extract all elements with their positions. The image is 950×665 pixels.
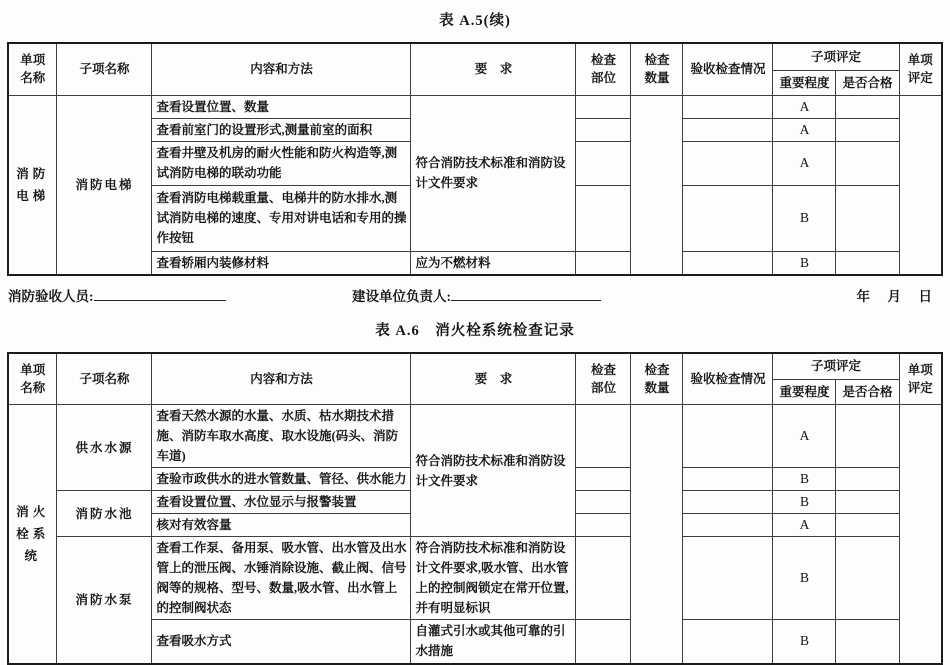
- header-row-1: [8, 43, 942, 70]
- cell-check-part: [576, 118, 631, 141]
- header-check-qty: 检查 数量: [631, 353, 683, 405]
- cell-inspection-result: [683, 468, 773, 491]
- cell-check-part: [576, 514, 631, 537]
- cell-check-part: [576, 620, 631, 664]
- cell-check-part: [576, 491, 631, 514]
- cell-method: 查看设置位置、数量: [152, 95, 411, 118]
- header-unit-eval: 单项 评定: [899, 353, 942, 405]
- cell-method: 查看设置位置、水位显示与报警装置: [152, 491, 411, 514]
- header-qualified: 是否合格: [836, 380, 899, 405]
- cell-importance: A: [773, 95, 836, 118]
- cell-importance: B: [773, 491, 836, 514]
- signature-row: [0, 285, 950, 305]
- cell-method: 查看吸水方式: [152, 620, 411, 664]
- cell-unit-eval: [899, 95, 942, 275]
- cell-importance: A: [773, 514, 836, 537]
- cell-inspection-result: [683, 514, 773, 537]
- cell-qualified: [836, 468, 899, 491]
- cell-check-part: [576, 251, 631, 275]
- inspector-signature-line: [94, 288, 226, 301]
- cell-check-part: [576, 405, 631, 468]
- header-importance: 重要程度: [773, 70, 836, 95]
- table-a5: [7, 42, 943, 276]
- table-a6-title: 表 A.6 消火栓系统检查记录: [375, 322, 575, 339]
- header-unit-name: 单项 名称: [8, 43, 57, 95]
- inspector-signature-label: 消防验收人员:: [8, 288, 94, 304]
- cell-inspection-result: [683, 251, 773, 275]
- header-content-method: 内容和方法: [152, 353, 411, 405]
- table-row: [8, 537, 942, 620]
- cell-check-part: [576, 95, 631, 118]
- cell-importance: B: [773, 468, 836, 491]
- header-check-qty: 检查 数量: [631, 43, 683, 95]
- cell-inspection-result: [683, 405, 773, 468]
- cell-qualified: [836, 537, 899, 620]
- cell-method: 查看井壁及机房的耐火性能和防火构造等,测试消防电梯的联动功能: [152, 141, 411, 185]
- cell-method: 查看轿厢内装修材料: [152, 251, 411, 275]
- cell-method: 查看天然水源的水量、水质、枯水期技术措施、消防车取水高度、取水设施(码头、消防车道): [152, 405, 411, 468]
- table-row: [8, 405, 942, 468]
- cell-unit-eval: [899, 405, 942, 664]
- header-qualified: 是否合格: [836, 70, 899, 95]
- cell-qualified: [836, 514, 899, 537]
- cell-method: 查验市政供水的进水管数量、管径、供水能力: [152, 468, 411, 491]
- cell-inspection-result: [683, 537, 773, 620]
- cell-sub-name: 消防电梯: [57, 95, 152, 275]
- table-a6: [7, 352, 943, 665]
- header-sub-name: 子项名称: [57, 43, 152, 95]
- cell-check-qty: [631, 95, 683, 275]
- cell-sub-name: 消防水池: [57, 491, 152, 537]
- cell-inspection-result: [683, 185, 773, 251]
- builder-signature-line: [451, 288, 601, 301]
- cell-importance: B: [773, 251, 836, 275]
- table-a5-title: 表 A.5(续): [439, 13, 511, 29]
- cell-inspection-result: [683, 491, 773, 514]
- cell-check-part: [576, 141, 631, 185]
- cell-qualified: [836, 141, 899, 185]
- cell-requirement: 应为不燃材料: [411, 251, 576, 275]
- header-check-part: 检查 部位: [576, 353, 631, 405]
- cell-qualified: [836, 620, 899, 664]
- date-label: 年 月 日: [856, 288, 934, 304]
- header-unit-eval: 单项 评定: [899, 43, 942, 95]
- cell-importance: B: [773, 185, 836, 251]
- cell-qualified: [836, 185, 899, 251]
- cell-check-part: [576, 537, 631, 620]
- header-check-part: 检查 部位: [576, 43, 631, 95]
- header-requirement: 要 求: [411, 353, 576, 405]
- cell-qualified: [836, 251, 899, 275]
- cell-requirement: 符合消防技术标准和消防设计文件要求: [411, 405, 576, 537]
- cell-importance: A: [773, 141, 836, 185]
- header-sub-item-eval: 子项评定: [773, 353, 899, 380]
- header-row-1: [8, 353, 942, 380]
- cell-unit-name: 消防 电梯: [8, 95, 57, 275]
- cell-importance: B: [773, 620, 836, 664]
- cell-check-part: [576, 185, 631, 251]
- cell-inspection-result: [683, 95, 773, 118]
- cell-check-part: [576, 468, 631, 491]
- cell-requirement: 符合消防技术标准和消防设计文件要求,吸水管、出水管上的控制阀锁定在常开位置,并有明显标识: [411, 537, 576, 620]
- cell-unit-name: 消火 栓系 统: [8, 405, 57, 664]
- cell-qualified: [836, 491, 899, 514]
- builder-signature-label: 建设单位负责人:: [352, 288, 451, 304]
- header-inspection-situation: 验收检查情况: [683, 43, 773, 95]
- header-requirement: 要 求: [411, 43, 576, 95]
- cell-method: 查看工作泵、备用泵、吸水管、出水管及出水管上的泄压阀、水锤消除设施、截止阀、信号阀等的规格、型号、数量,吸水管、出水管上的控制阀状态: [152, 537, 411, 620]
- cell-requirement: 符合消防技术标准和消防设计文件要求: [411, 95, 576, 251]
- cell-inspection-result: [683, 620, 773, 664]
- cell-importance: A: [773, 118, 836, 141]
- cell-inspection-result: [683, 141, 773, 185]
- cell-sub-name: 供水水源: [57, 405, 152, 491]
- cell-qualified: [836, 118, 899, 141]
- cell-importance: A: [773, 405, 836, 468]
- header-importance: 重要程度: [773, 380, 836, 405]
- cell-qualified: [836, 95, 899, 118]
- header-unit-name: 单项 名称: [8, 353, 57, 405]
- header-content-method: 内容和方法: [152, 43, 411, 95]
- inspector-signature: [8, 285, 226, 305]
- cell-requirement: 自灌式引水或其他可靠的引水措施: [411, 620, 576, 664]
- header-inspection-situation: 验收检查情况: [683, 353, 773, 405]
- cell-check-qty: [631, 405, 683, 664]
- cell-method: 核对有效容量: [152, 514, 411, 537]
- cell-inspection-result: [683, 118, 773, 141]
- header-sub-name: 子项名称: [57, 353, 152, 405]
- builder-signature: [352, 285, 601, 305]
- table-row: [8, 95, 942, 118]
- cell-sub-name: 消防水泵: [57, 537, 152, 664]
- header-sub-item-eval: 子项评定: [773, 43, 899, 70]
- cell-importance: B: [773, 537, 836, 620]
- cell-method: 查看消防电梯载重量、电梯井的防水排水,测试消防电梯的速度、专用对讲电话和专用的操作按钮: [152, 185, 411, 251]
- cell-qualified: [836, 405, 899, 468]
- cell-method: 查看前室门的设置形式,测量前室的面积: [152, 118, 411, 141]
